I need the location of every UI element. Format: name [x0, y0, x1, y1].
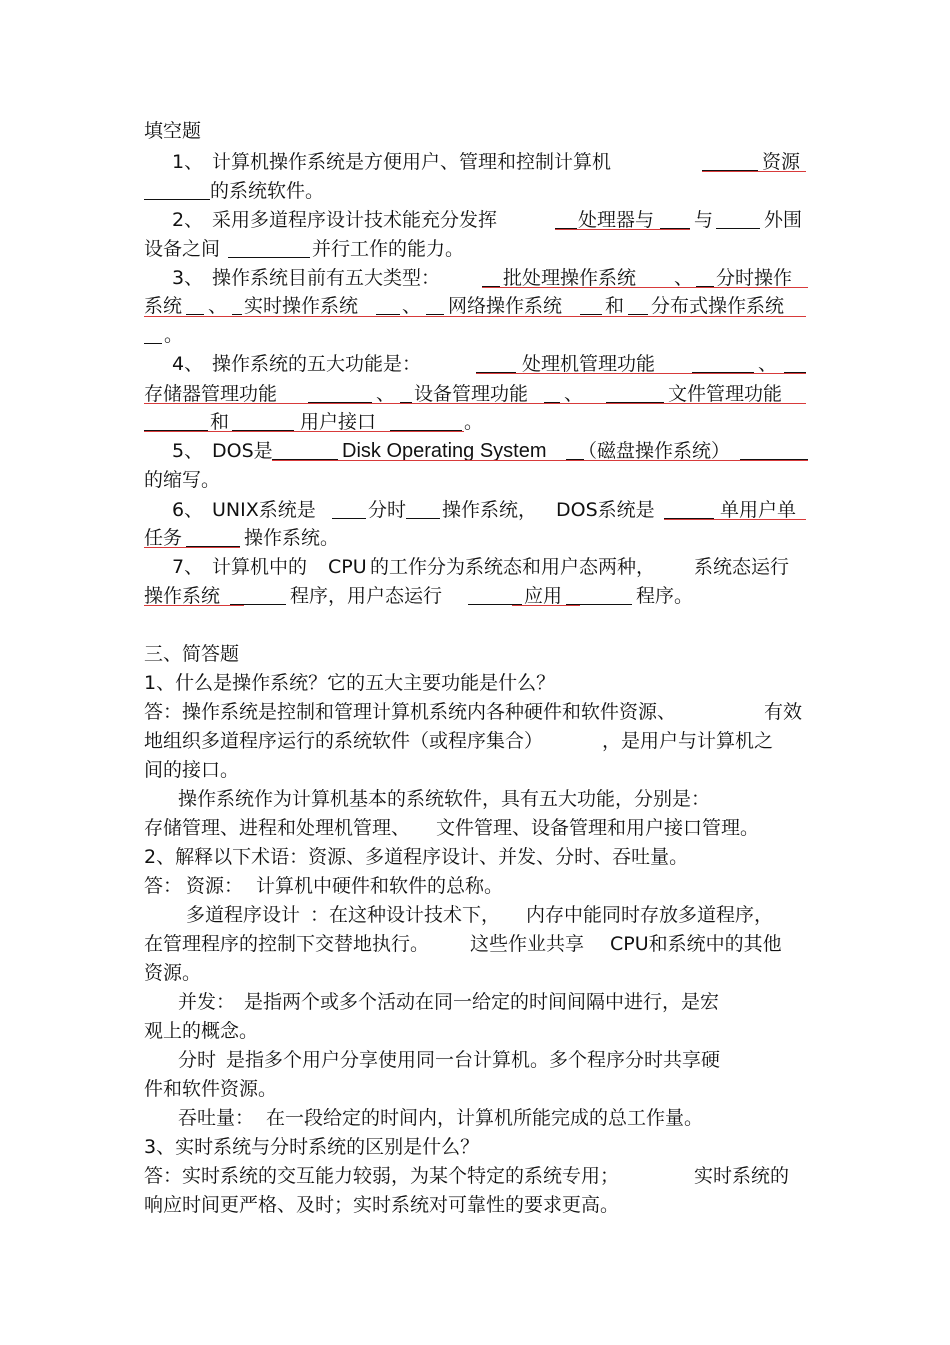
answer-text: Disk Operating System — [342, 440, 547, 462]
answer-blank — [696, 264, 714, 287]
answer-text: 文件管理、设备管理和用户接口管理。 — [436, 817, 760, 839]
answer-text: 答： — [144, 875, 183, 897]
question-text: DOS是 — [212, 440, 273, 462]
question-text: 程序，用户态运行 — [290, 585, 443, 607]
answer-blank — [332, 496, 366, 519]
term-label: 分时 — [178, 1049, 217, 1071]
answer-blank — [692, 350, 754, 373]
question-7-line-1 — [0, 553, 950, 582]
answer-blank — [144, 177, 210, 200]
answer-text: 答：操作系统是控制和管理计算机系统内各种硬件和软件资源、 — [144, 701, 677, 723]
answer-text: 响应时间更严格、及时；实时系统对可靠性的要求更高。 — [144, 1194, 620, 1216]
term-label: 多道程序设计 — [186, 904, 301, 926]
answer-text: 有效 — [764, 701, 803, 723]
short-a1-line-2 — [0, 727, 950, 756]
question-text: 操作系统目前有五大类型： — [212, 267, 441, 289]
short-a3-line-2 — [0, 1191, 950, 1220]
separator: 、 — [564, 383, 584, 405]
question-1-line-2 — [0, 177, 950, 206]
short-a1-line-5 — [0, 814, 950, 843]
short-a1-line-3 — [0, 756, 950, 785]
answer-blank — [230, 582, 286, 605]
question-text: 程序。 — [636, 585, 694, 607]
separator: 、 — [674, 267, 694, 289]
question-2-line-1 — [0, 206, 950, 235]
answer-text: 这些作业共享 — [470, 933, 585, 955]
answer-text: 存储器管理功能 — [144, 383, 278, 405]
question-text: 操作系统， — [442, 499, 538, 521]
question-text: 。 — [164, 324, 184, 346]
question-6-line-1 — [0, 496, 950, 525]
term-label: 并发： — [178, 991, 236, 1013]
answer-blank — [232, 408, 294, 431]
answer-text: 地组织多道程序运行的系统软件（或程序集合） — [144, 730, 544, 752]
answer-text: 单用户单 — [720, 499, 797, 521]
question-number: 4、 — [172, 353, 204, 375]
answer-text: 系统 — [144, 295, 183, 317]
answer-blank — [144, 408, 208, 431]
question-text: 2、解释以下术语：资源、多道程序设计、并发、分时、吞吐量。 — [144, 846, 689, 868]
answer-text: 批处理操作系统 — [503, 267, 637, 289]
question-3-line-2 — [0, 292, 950, 321]
answer-text: 外围 — [764, 209, 803, 231]
short-a1-line-4 — [0, 785, 950, 814]
question-3-line-3 — [0, 321, 950, 350]
answer-blank — [390, 408, 462, 431]
question-text: 操作系统的五大功能是： — [212, 353, 422, 375]
answer-text: 间的接口。 — [144, 759, 240, 781]
answer-text: 计算机中硬件和软件的总称。 — [256, 875, 504, 897]
answer-blank — [740, 437, 808, 460]
answer-text: 资源。 — [144, 962, 202, 984]
answer-text: 处理机管理功能 — [522, 353, 656, 375]
question-text: 1、什么是操作系统？它的五大主要功能是什么？ — [144, 672, 556, 694]
question-4-line-2 — [0, 380, 950, 409]
question-text: 。 — [464, 411, 484, 433]
question-text: UNIX系统是 — [212, 499, 316, 521]
answer-blank — [186, 524, 240, 547]
question-text: 采用多道程序设计技术能充分发挥 — [212, 209, 498, 231]
answer-blank — [426, 292, 444, 315]
answer-underline — [512, 605, 580, 606]
short-a1-line-1 — [0, 698, 950, 727]
answer-blank — [232, 292, 242, 315]
answer-text: 文件管理功能 — [668, 383, 783, 405]
question-text: 与 — [694, 209, 714, 231]
question-number: 5、 — [172, 440, 204, 462]
separator: 、 — [208, 295, 228, 317]
question-text: 计算机操作系统是方便用户、管理和控制计算机 — [212, 151, 612, 173]
question-text: 操作系统。 — [244, 527, 340, 549]
answer-underline — [476, 373, 806, 374]
answer-blank — [628, 292, 648, 315]
short-a2-line-6 — [0, 1017, 950, 1046]
answer-text: 是指两个或多个活动在同一给定的时间间隔中进行，是宏 — [244, 991, 720, 1013]
question-text: 计算机中的 — [212, 556, 308, 578]
question-text: DOS系统是 — [556, 499, 655, 521]
question-7-line-2 — [0, 582, 950, 611]
answer-text: 实时操作系统 — [244, 295, 359, 317]
answer-text: 用户接口 — [300, 411, 377, 433]
short-a2-line-8 — [0, 1075, 950, 1104]
short-a2-line-1 — [0, 872, 950, 901]
answer-text: 内存中能同时存放多道程序， — [526, 904, 774, 926]
answer-underline — [272, 460, 808, 461]
answer-text: 分时 — [368, 499, 407, 521]
question-number: 2、 — [172, 209, 204, 231]
answer-text: 处理器与 — [578, 209, 655, 231]
term-label: 资源： — [186, 875, 244, 897]
question-6-line-2 — [0, 524, 950, 553]
answer-blank — [186, 292, 204, 315]
separator: 、 — [376, 383, 396, 405]
term-label: 吞吐量： — [178, 1107, 255, 1129]
answer-underline — [144, 403, 806, 404]
separator: 、 — [758, 353, 778, 375]
answer-text: 分时操作 — [716, 267, 793, 289]
short-q1 — [0, 669, 950, 698]
answer-underline — [482, 287, 808, 288]
short-a2-line-7 — [0, 1046, 950, 1075]
answer-blank — [784, 350, 806, 373]
answer-underline — [144, 431, 464, 432]
answer-blank — [664, 496, 714, 519]
short-a3-line-1 — [0, 1162, 950, 1191]
answer-blank — [228, 235, 310, 258]
answer-underline — [702, 171, 806, 172]
answer-text: 分布式操作系统 — [651, 295, 785, 317]
answer-blank — [376, 292, 400, 315]
answer-text: 任务 — [144, 527, 183, 549]
short-a2-line-4 — [0, 959, 950, 988]
question-text: 并行工作的能力。 — [312, 238, 465, 260]
answer-text: 设备之间 — [144, 238, 221, 260]
answer-blank — [555, 206, 577, 229]
answer-text: 在管理程序的控制下交替地执行。 — [144, 933, 430, 955]
question-text: 和 — [605, 295, 625, 317]
question-text: 的缩写。 — [144, 469, 221, 491]
answer-blank — [476, 350, 516, 373]
answer-text: 件和软件资源。 — [144, 1078, 278, 1100]
short-a2-line-5 — [0, 988, 950, 1017]
question-4-line-3 — [0, 408, 950, 437]
answer-text: 存储管理、进程和处理机管理、 — [144, 817, 411, 839]
question-text: 的工作分为系统态和用户态两种， — [370, 556, 656, 578]
answer-blank — [272, 437, 338, 460]
question-text: 的系统软件。 — [210, 180, 325, 202]
question-number: 1、 — [172, 151, 204, 173]
question-number: 6、 — [172, 499, 204, 521]
answer-underline — [144, 605, 244, 606]
question-4-line-1 — [0, 350, 950, 379]
short-a2-line-9 — [0, 1104, 950, 1133]
answer-blank — [144, 321, 162, 344]
answer-blank — [482, 264, 500, 287]
answer-underline — [144, 547, 240, 548]
answer-text: ，是用户与计算机之 — [602, 730, 774, 752]
answer-blank — [716, 206, 760, 229]
section-heading-short-answer — [0, 640, 950, 669]
answer-blank — [606, 380, 664, 403]
short-answer-heading: 三、简答题 — [144, 643, 240, 665]
answer-text: ：在这种设计技术下， — [310, 904, 501, 926]
question-text: 和 — [210, 411, 230, 433]
question-2-line-2 — [0, 235, 950, 264]
question-text: 系统态运行 — [694, 556, 790, 578]
answer-blank — [406, 496, 440, 519]
answer-text: 应用 — [524, 585, 563, 607]
answer-text: CPU和系统中的其他 — [610, 933, 782, 955]
question-3-line-1 — [0, 264, 950, 293]
question-text: 3、实时系统与分时系统的区别是什么？ — [144, 1136, 480, 1158]
answer-blank — [544, 380, 560, 403]
answer-blank — [400, 380, 412, 403]
answer-text: 操作系统 — [144, 585, 221, 607]
short-a2-line-2 — [0, 901, 950, 930]
fill-in-heading: 填空题 — [144, 120, 202, 142]
separator: 、 — [402, 295, 422, 317]
answer-underline — [664, 519, 806, 520]
answer-text: 操作系统作为计算机基本的系统软件，具有五大功能，分别是： — [178, 788, 711, 810]
answer-underline — [555, 229, 690, 230]
question-number: 3、 — [172, 267, 204, 289]
answer-text: 答：实时系统的交互能力较弱，为某个特定的系统专用； — [144, 1165, 620, 1187]
answer-blank — [468, 582, 522, 605]
question-5-line-2 — [0, 466, 950, 495]
answer-text: 是指多个用户分享使用同一台计算机。多个程序分时共享硬 — [226, 1049, 721, 1071]
answer-text: （磁盘操作系统） — [578, 440, 731, 462]
answer-text: 资源 — [762, 151, 801, 173]
question-number: 7、 — [172, 556, 204, 578]
question-text: CPU — [328, 556, 367, 578]
short-q3 — [0, 1133, 950, 1162]
short-a2-line-3 — [0, 930, 950, 959]
answer-text: 观上的概念。 — [144, 1020, 259, 1042]
answer-blank — [566, 582, 632, 605]
answer-underline — [144, 316, 806, 317]
answer-text: 设备管理功能 — [414, 383, 529, 405]
question-5-line-1 — [0, 437, 950, 466]
section-heading-fill-in — [0, 117, 950, 146]
question-1-line-1 — [0, 148, 950, 177]
answer-text: 在一段给定的时间内，计算机所能完成的总工作量。 — [266, 1107, 704, 1129]
answer-blank — [580, 292, 602, 315]
answer-blank — [308, 380, 372, 403]
answer-blank — [660, 206, 690, 229]
short-q2 — [0, 843, 950, 872]
answer-blank — [702, 148, 758, 171]
answer-text: 网络操作系统 — [448, 295, 563, 317]
answer-text: 实时系统的 — [694, 1165, 790, 1187]
